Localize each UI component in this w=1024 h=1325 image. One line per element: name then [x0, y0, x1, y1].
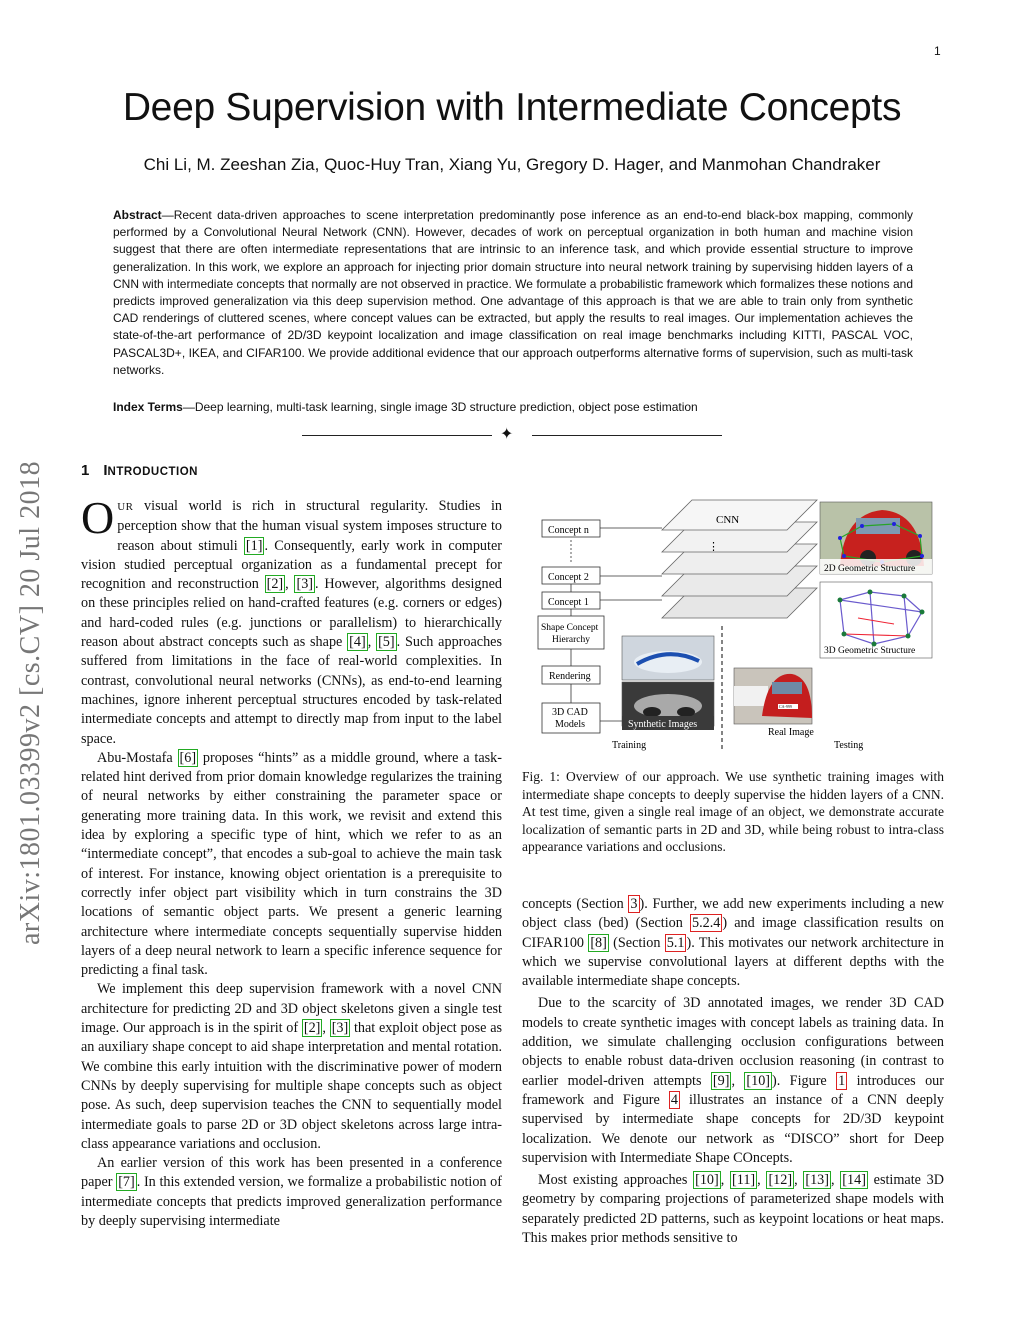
synthetic-images-label: Synthetic Images — [628, 719, 698, 730]
citation-link[interactable]: [2] — [266, 576, 284, 593]
author: , Quoc-Huy Tran — [315, 155, 440, 174]
page-number: 1 — [934, 44, 941, 58]
section-link[interactable]: 5.1 — [666, 934, 685, 951]
citation-link[interactable]: [2] — [303, 1020, 321, 1037]
right-column — [522, 895, 944, 1248]
real-image-label: Real Image — [768, 727, 814, 738]
section-link[interactable]: 5.2.4 — [692, 915, 721, 932]
cad-label-line1: 3D CAD — [552, 707, 588, 718]
concept-2-label: Concept 2 — [548, 572, 589, 583]
figure-1 — [522, 496, 944, 756]
citation-link[interactable]: [13] — [805, 1172, 829, 1189]
citation-link[interactable]: [10] — [746, 1072, 771, 1089]
section-heading — [81, 462, 198, 479]
training-label: Training — [612, 740, 647, 751]
paragraph: concepts (Section 3 ). Further, we add new experiments including a new object class (bed) (Section 5.2.4 ) and image classification results on CIFAR100 [8] (Section 5.1 ). This motivates our network architecture in which we supervise convolutional layers at different depths with the available intermediate shape concepts. — [522, 896, 945, 990]
separator-star-icon: ✦ — [500, 426, 514, 443]
synthetic-images — [622, 636, 714, 730]
citation-link[interactable]: [3] — [296, 576, 314, 593]
cad-label-line2: Models — [555, 719, 585, 730]
hierarchy-label-line1: Shape Concept — [541, 623, 599, 633]
paper-title: Deep Supervision with Intermediate Concepts — [122, 86, 902, 129]
author: , and Manmohan Chandraker — [659, 155, 880, 174]
author: , Gregory D. Hager — [517, 155, 660, 174]
figure-link[interactable]: 4 — [670, 1091, 678, 1108]
index-terms — [113, 400, 913, 414]
cnn-layer-stack — [662, 500, 817, 618]
cnn-ellipsis: ⋮ — [708, 541, 719, 553]
citation-link[interactable]: [8] — [590, 934, 607, 951]
citation-link[interactable]: [12] — [768, 1172, 793, 1189]
index-terms-label: Index Terms — [113, 400, 183, 414]
citation-link[interactable]: [5] — [378, 634, 395, 651]
paragraph: We implement this deep supervision framework with a novel CNN architecture for predicting 2D and 3D object skeletons given a single test image. Our approach is in the spirit of [2] , [3] that exploit object pose as an auxiliary shape concept to aid shape interpretation and mental rotation. We combine this early intuition with the discriminative power of modern CNNs by deeply supervising for multiple shape concepts such as object pose. As such, deep supervision teaches the CNN to sequentially model intermediate goals to parse 2D or 3D object skeletons across large intra-class appearance variations and occlusion. — [81, 981, 503, 1152]
figure-caption: Fig. 1: Overview of our approach. We use synthetic training images with intermediate shape concepts to deeply supervise the hidden layers of a CNN. At test time, given a single real image of an object, we demonstrate accurate localization of semantic parts in 2D and 3D, while being robust to intra-class appearance variations and occlusions. — [522, 769, 944, 854]
section-link[interactable]: 3 — [630, 896, 638, 912]
rendering-label: Rendering — [549, 671, 591, 682]
section-title-initial: I — [103, 462, 108, 479]
license-plate-text: CA-999 — [779, 704, 792, 709]
2d-structure-label: 2D Geometric Structure — [824, 564, 916, 574]
author: Chi Li — [143, 155, 188, 174]
author: , M. Zeeshan Zia — [187, 155, 315, 174]
testing-label: Testing — [834, 740, 864, 751]
abstract — [113, 207, 913, 379]
section-title-rest: NTRODUCTION — [107, 466, 198, 478]
separator-line-right — [532, 435, 722, 436]
citation-link[interactable]: [9] — [712, 1072, 730, 1089]
left-column — [81, 492, 503, 1231]
citation-link[interactable]: [1] — [245, 537, 263, 554]
citation-link[interactable]: [6] — [179, 749, 197, 766]
author-list — [0, 155, 1024, 175]
3d-structure-label: 3D Geometric Structure — [824, 646, 916, 656]
cnn-label: CNN — [716, 514, 740, 526]
paragraph: OUR visual world is rich in structural regularity. Studies in perception show that the human visual system imposes structure to reason about stimuli [1] . Consequently, early work in computer vision studied perceptual organization as a fundamental precept for recognition and reconstruction [2] , [3] . However, algorithms designed on these principles relied on hand-crafted features (e.g. corners or edges) and hard-coded rules (e.g. junctions or parallelism) to hierarchically reason about abstract concepts such as shape [4] , [5] . Such approaches suffered from limitations in the face of real-world complexities. In contrast, convolutional neural networks (CNNs), as end-to-end learning machines, ignore inherent perceptual structures encoded by task-related intermediate concepts and attempt to directly map from input to the label space. — [81, 492, 502, 747]
author: , Xiang Yu — [439, 155, 516, 174]
abstract-text: —Recent data-driven approaches to scene interpretation predominantly pose inference as an end-to-end black-box mapping, commonly performed by a Convolutional Neural Network (CNN). However, decades of work on perceptual organization in both human and machine vision suggest that there are often intermediate representations that are intrinsic to an inference task, and which provide essential structure to improve generalization. In this work, we explore an approach for injecting prior domain structure into neural network training by supervising hidden layers of a CNN with intermediate concepts that normally are not observed in practice. We formulate a probabilistic framework which formalizes these notions and predicts improved generalization via this deep supervision method. One advantage of this approach is that we are able to train only from synthetic CAD renderings of cluttered scenes, where concept values can be extracted, but apply the results to real images. Our implementation achieves the state-of-the-art performance of 2D/3D keypoint localization and image classification on real image benchmarks including KITTI, PASCAL VOC, PASCAL3D+, IKEA, and CIFAR100. We provide additional evidence that our approach outperforms alternative forms of supervision, such as multi-task networks. — [113, 208, 913, 377]
drop-cap: O — [81, 492, 115, 543]
abstract-label: Abstract — [113, 208, 162, 222]
paragraph: An earlier version of this work has been presented in a conference paper [7] . In this extended version, we formalize a probabilistic notion of intermediate concepts that predicts improved generalization performance by deeply supervising intermediate — [81, 1155, 503, 1229]
citation-link[interactable]: [10] — [695, 1172, 719, 1189]
concept-n-label: Concept n — [548, 525, 589, 536]
concept-1-label: Concept 1 — [548, 597, 589, 608]
citation-link[interactable]: [14] — [842, 1172, 866, 1189]
paragraph: Most existing approaches [10] , [11] , [12] , [13] , [14] estimate 3D geometry by comparing projections of parameterized shape models with separately predicted 2D patterns, such as keypoint locations or heat maps. This makes prior methods sensitive to — [522, 1172, 944, 1247]
arxiv-watermark: arXiv:1801.03399v2 [cs.CV] 20 Jul 2018 — [15, 460, 46, 945]
section-separator — [302, 426, 722, 446]
citation-link[interactable]: [7] — [118, 1174, 135, 1191]
real-image — [734, 668, 812, 724]
paragraph: Due to the scarcity of 3D annotated images, we render 3D CAD models to create synthetic images with concept labels as training data. In addition, we simulate challenging occlusion configurations between objects to enable robust data-driven occlusion reasoning (in contrast to earlier model-driven attempts [9] , [10] ). Figure 1 introduces our framework and Figure 4 illustrates an instance of a CNN deeply supervised by intermediate shape concepts for 2D/3D keypoint localization. We denote our network as “DISCO” short for Deep supervision with Intermediate Shape COncepts. — [522, 995, 944, 1166]
separator-line-left — [302, 435, 492, 436]
section-number: 1 — [81, 462, 90, 479]
citation-link[interactable]: [11] — [732, 1172, 756, 1189]
figure-link[interactable]: 1 — [838, 1072, 846, 1089]
citation-link[interactable]: [4] — [349, 634, 366, 651]
index-terms-text: —Deep learning, multi-task learning, single image 3D structure prediction, object pose estimation — [182, 400, 698, 414]
paragraph: Abu-Mostafa [6] proposes “hints” as a middle ground, where a task-related hint derived from prior domain knowledge regularizes the training of neural networks by either constraining the parameter space or generating more training data. In this work, we revisit and extend this idea by exploring a specific type of hint, which we refer to as an “intermediate concept”, that encodes a sub-goal to achieve the main task of interest. For instance, knowing object orientation is a prerequisite to correctly infer object part visibility which in turn constrains the 3D locations of semantic object parts. We present a generic learning architecture where intermediate concepts sequentially supervise hidden layers of a deep neural network to learn a specific inference sequence for predicting a final task. — [81, 749, 503, 979]
hierarchy-label-line2: Hierarchy — [552, 635, 590, 645]
citation-link[interactable]: [3] — [331, 1020, 349, 1037]
